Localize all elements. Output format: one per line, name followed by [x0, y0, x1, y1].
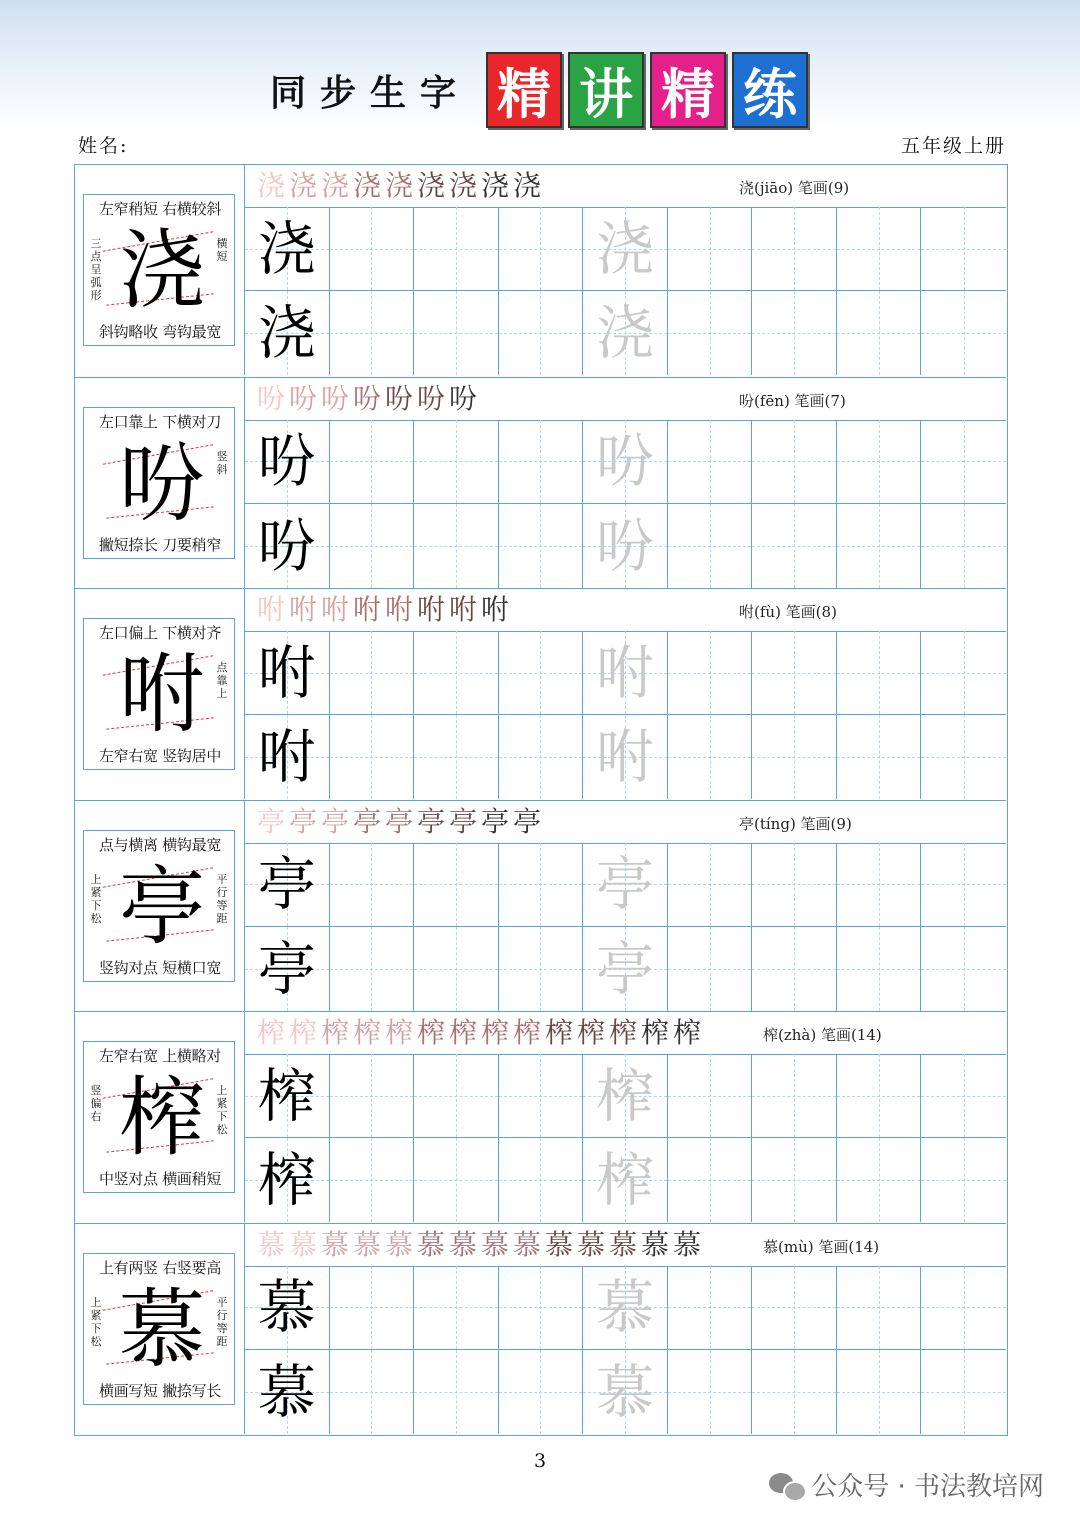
analysis-box: [83, 1041, 235, 1193]
char-info: 咐(fù) 笔画(8): [739, 603, 837, 621]
stroke-step: 吩: [416, 381, 445, 415]
writing-grid: [245, 631, 1006, 799]
analysis-panel: [75, 1224, 245, 1434]
stroke-order-bar: [245, 801, 1006, 844]
writing-cell[interactable]: [330, 1350, 415, 1434]
trace-cell[interactable]: [583, 1138, 668, 1222]
writing-cell[interactable]: [837, 1138, 922, 1222]
writing-grid: [245, 1054, 1006, 1222]
writing-cell[interactable]: [921, 1054, 1006, 1138]
writing-grid: [245, 420, 1006, 588]
writing-cell[interactable]: [752, 843, 837, 927]
writing-cell[interactable]: [668, 631, 753, 715]
writing-cell[interactable]: [921, 1350, 1006, 1434]
trace-cell[interactable]: [583, 631, 668, 715]
writing-cell[interactable]: [330, 843, 415, 927]
writing-cell[interactable]: [414, 1138, 499, 1222]
stroke-step: 亭: [384, 804, 413, 838]
model-char: 咐: [257, 723, 316, 791]
tip-bottom: 竖钩对点 短横口宽: [98, 958, 222, 977]
writing-cell[interactable]: [330, 420, 415, 504]
trace-cell[interactable]: [583, 1054, 668, 1138]
stroke-step: 慕: [288, 1227, 317, 1261]
writing-cell[interactable]: [330, 1266, 415, 1350]
title-badge-2: 讲: [568, 52, 644, 128]
writing-cell[interactable]: [499, 715, 584, 799]
model-char: 亭: [257, 850, 316, 918]
writing-cell[interactable]: [330, 715, 415, 799]
stroke-step: 亭: [288, 804, 317, 838]
tip-bottom: 斜钩略收 弯钩最宽: [98, 323, 222, 341]
stroke-step: 慕: [448, 1227, 477, 1261]
writing-cell[interactable]: [499, 843, 584, 927]
trace-char: 吩: [595, 427, 654, 495]
writing-cell[interactable]: [752, 1266, 837, 1350]
writing-cell[interactable]: [499, 420, 584, 504]
model-char: 慕: [257, 1273, 316, 1341]
writing-cell[interactable]: [668, 1266, 753, 1350]
writing-cell[interactable]: [921, 1266, 1006, 1350]
writing-cell[interactable]: [921, 420, 1006, 504]
writing-cell[interactable]: [752, 420, 837, 504]
analysis-char: 吩: [119, 433, 205, 534]
stroke-steps: [255, 804, 543, 840]
stroke-step: 亭: [416, 804, 445, 838]
stroke-steps: [255, 381, 479, 417]
writing-cell[interactable]: [668, 420, 753, 504]
tip-bottom: 撇短捺长 刀要稍窄: [98, 535, 222, 554]
writing-cell[interactable]: [921, 715, 1006, 799]
analysis-box: [83, 194, 235, 346]
char-info: 浇(jiāo) 笔画(9): [739, 179, 850, 197]
stroke-step: 浇: [416, 169, 445, 202]
trace-cell[interactable]: [583, 207, 668, 291]
writing-cell[interactable]: [837, 715, 922, 799]
char-info: 亭(tíng) 笔画(9): [739, 814, 852, 833]
stroke-step: 慕: [480, 1227, 509, 1261]
writing-cell[interactable]: [752, 291, 837, 375]
stroke-step: 榨: [416, 1016, 445, 1049]
writing-cell[interactable]: [752, 1054, 837, 1138]
stroke-step: 浇: [512, 169, 541, 202]
stroke-step: 吩: [320, 381, 349, 415]
stroke-step: 榨: [320, 1016, 349, 1049]
title-badge-1: 精: [486, 52, 562, 128]
writing-cell[interactable]: [921, 504, 1006, 588]
character-row: [75, 165, 1006, 377]
writing-cell[interactable]: [499, 504, 584, 588]
stroke-step: 慕: [352, 1227, 381, 1261]
analysis-panel: [75, 165, 245, 375]
analysis-panel: [75, 589, 245, 799]
analysis-char: 浇: [119, 221, 205, 321]
title-badges: [486, 52, 808, 128]
tip-bottom: 横画写短 撇捺写长: [98, 1381, 222, 1400]
writing-cell[interactable]: [330, 631, 415, 715]
writing-cell[interactable]: [414, 207, 499, 291]
stroke-steps: [255, 1015, 703, 1051]
writing-cell[interactable]: [414, 420, 499, 504]
writing-cell[interactable]: [921, 927, 1006, 1011]
tip-bottom: 中竖对点 横画稍短: [98, 1170, 222, 1188]
stroke-step: 咐: [416, 593, 445, 626]
stroke-step: 咐: [288, 593, 317, 626]
stroke-order-bar: [245, 378, 1006, 421]
writing-cell[interactable]: [414, 843, 499, 927]
trace-char: 咐: [595, 638, 654, 707]
model-char: 浇: [257, 214, 316, 283]
stroke-step: 亭: [320, 804, 349, 838]
stroke-step: 慕: [640, 1227, 669, 1261]
stroke-step: 咐: [384, 593, 413, 626]
writing-cell[interactable]: [668, 1054, 753, 1138]
writing-cell[interactable]: [921, 843, 1006, 927]
stroke-step: 亭: [480, 804, 509, 838]
stroke-step: 吩: [352, 381, 381, 415]
trace-char: 亭: [595, 850, 654, 918]
stroke-step: 榨: [544, 1016, 573, 1049]
trace-cell[interactable]: [583, 291, 668, 375]
writing-cell[interactable]: [499, 927, 584, 1011]
analysis-char: 慕: [119, 1279, 205, 1380]
char-info: 榨(zhà) 笔画(14): [763, 1026, 882, 1044]
stroke-step: 慕: [416, 1227, 445, 1261]
trace-char: 慕: [595, 1357, 654, 1426]
writing-cell[interactable]: [752, 504, 837, 588]
tip-top: 点与横离 横钩最宽: [98, 835, 222, 854]
trace-cell[interactable]: [583, 1266, 668, 1350]
stroke-step: 浇: [448, 169, 477, 202]
writing-cell[interactable]: [414, 504, 499, 588]
guide-left: 三 点 呈 弧 形: [90, 237, 102, 302]
writing-cell[interactable]: [668, 715, 753, 799]
guide-left: 上 紧 下 松: [90, 1295, 102, 1348]
stroke-step: 慕: [512, 1227, 541, 1261]
writing-cell[interactable]: [668, 1138, 753, 1222]
trace-char: 榨: [595, 1061, 654, 1130]
stroke-step: 榨: [288, 1016, 317, 1049]
writing-cell[interactable]: [837, 631, 922, 715]
guide-right: 横 短: [216, 237, 228, 263]
writing-cell[interactable]: [837, 927, 922, 1011]
trace-char: 浇: [595, 214, 654, 283]
trace-char: 浇: [595, 299, 654, 367]
stroke-step: 吩: [448, 381, 477, 415]
writing-cell[interactable]: [668, 291, 753, 375]
character-row: [75, 1011, 1006, 1224]
analysis-box: [83, 618, 235, 770]
writing-cell[interactable]: [837, 1266, 922, 1350]
wechat-icon: [769, 1471, 803, 1499]
model-cell: [245, 1054, 330, 1138]
model-cell: [245, 1266, 330, 1350]
writing-cell[interactable]: [837, 504, 922, 588]
writing-cell[interactable]: [837, 291, 922, 375]
name-label: 姓名:: [78, 135, 129, 157]
guide-left: 竖 偏 右: [90, 1084, 102, 1123]
stroke-step: 咐: [480, 593, 509, 626]
character-row: [75, 377, 1006, 590]
trace-cell[interactable]: [583, 420, 668, 504]
model-char: 榨: [257, 1146, 316, 1214]
tip-top: 左口靠上 下横对刀: [98, 412, 222, 431]
model-char: 吩: [257, 427, 316, 495]
stroke-step: 咐: [256, 593, 285, 626]
stroke-step: 浇: [384, 169, 413, 202]
writing-cell[interactable]: [414, 291, 499, 375]
tip-top: 左窄稍短 右横较斜: [98, 200, 222, 218]
writing-cell[interactable]: [837, 207, 922, 291]
stroke-step: 榨: [480, 1016, 509, 1049]
writing-cell[interactable]: [668, 1350, 753, 1434]
writing-cell[interactable]: [499, 631, 584, 715]
writing-cell[interactable]: [330, 1054, 415, 1138]
writing-cell[interactable]: [752, 631, 837, 715]
stroke-order-bar: [245, 1012, 1006, 1055]
writing-cell[interactable]: [499, 1054, 584, 1138]
trace-cell[interactable]: [583, 1350, 668, 1434]
page-title: 同步生字: [270, 72, 471, 114]
trace-char: 榨: [595, 1146, 654, 1214]
guide-right: 上 紧 下 松: [216, 1084, 228, 1136]
tip-top: 左窄右宽 上横略对: [98, 1047, 222, 1065]
model-cell: [245, 843, 330, 927]
trace-char: 吩: [595, 511, 654, 580]
model-cell: [245, 504, 330, 588]
stroke-step: 慕: [320, 1227, 349, 1261]
practice-sheet: [74, 164, 1008, 1436]
trace-cell[interactable]: [583, 504, 668, 588]
guide-right: 平 行 等 距: [216, 872, 228, 925]
writing-cell[interactable]: [837, 1054, 922, 1138]
title-badge-3: 精: [650, 52, 726, 128]
writing-cell[interactable]: [414, 1266, 499, 1350]
writing-cell[interactable]: [668, 927, 753, 1011]
tip-bottom: 左窄右宽 竖钩居中: [98, 747, 222, 765]
writing-cell[interactable]: [668, 843, 753, 927]
stroke-order-bar: [245, 589, 1006, 632]
writing-cell[interactable]: [414, 1350, 499, 1434]
writing-grid: [245, 207, 1006, 375]
character-row: [75, 588, 1006, 801]
stroke-order-bar: [245, 1224, 1006, 1267]
stroke-step: 亭: [448, 804, 477, 838]
char-info: 吩(fēn) 笔画(7): [739, 391, 846, 410]
stroke-step: 浇: [288, 169, 317, 202]
model-cell: [245, 715, 330, 799]
stroke-step: 咐: [320, 593, 349, 626]
writing-cell[interactable]: [921, 207, 1006, 291]
grade-label: 五年级上册: [900, 135, 1006, 157]
stroke-step: 慕: [672, 1227, 701, 1261]
trace-cell[interactable]: [583, 927, 668, 1011]
stroke-steps: [255, 1227, 703, 1263]
writing-cell[interactable]: [837, 843, 922, 927]
stroke-step: 慕: [608, 1227, 637, 1261]
analysis-panel: [75, 1012, 245, 1222]
guide-right: 点 靠 上: [216, 661, 228, 700]
analysis-char: 亭: [119, 856, 205, 957]
writing-cell[interactable]: [499, 1350, 584, 1434]
page-number: 3: [533, 1450, 547, 1472]
model-char: 榨: [257, 1061, 316, 1130]
writing-cell[interactable]: [499, 291, 584, 375]
stroke-step: 榨: [256, 1016, 285, 1049]
model-cell: [245, 631, 330, 715]
stroke-step: 榨: [640, 1016, 669, 1049]
analysis-char: 咐: [119, 645, 205, 745]
stroke-step: 浇: [320, 169, 349, 202]
stroke-step: 榨: [672, 1016, 701, 1049]
stroke-step: 慕: [544, 1227, 573, 1261]
analysis-box: [83, 407, 235, 559]
writing-cell[interactable]: [414, 927, 499, 1011]
stroke-step: 吩: [256, 381, 285, 415]
stroke-step: 慕: [384, 1227, 413, 1261]
watermark: [769, 1466, 1044, 1503]
writing-cell[interactable]: [752, 207, 837, 291]
writing-cell[interactable]: [752, 1138, 837, 1222]
stroke-step: 咐: [448, 593, 477, 626]
writing-cell[interactable]: [921, 291, 1006, 375]
model-cell: [245, 927, 330, 1011]
model-char: 浇: [257, 299, 316, 367]
model-char: 亭: [257, 934, 316, 1003]
stroke-step: 吩: [288, 381, 317, 415]
analysis-box: [83, 1253, 235, 1405]
stroke-step: 亭: [512, 804, 541, 838]
writing-cell[interactable]: [921, 631, 1006, 715]
writing-cell[interactable]: [668, 207, 753, 291]
stroke-step: 浇: [480, 169, 509, 202]
stroke-step: 咐: [352, 593, 381, 626]
model-cell: [245, 420, 330, 504]
guide-right: 竖 斜: [216, 449, 228, 476]
writing-cell[interactable]: [499, 1138, 584, 1222]
stroke-step: 慕: [256, 1227, 285, 1261]
analysis-panel: [75, 801, 245, 1011]
guide-left: 上 紧 下 松: [90, 872, 102, 925]
guide-right: 平 行 等 距: [216, 1295, 228, 1348]
stroke-steps: [255, 168, 543, 204]
char-info: 慕(mù) 笔画(14): [763, 1237, 880, 1256]
character-row: [75, 800, 1006, 1013]
model-char: 吩: [257, 511, 316, 580]
writing-grid: [245, 843, 1006, 1011]
stroke-step: 慕: [576, 1227, 605, 1261]
analysis-box: [83, 830, 235, 982]
writing-cell[interactable]: [330, 1138, 415, 1222]
trace-cell[interactable]: [583, 715, 668, 799]
watermark-text: 公众号 · 书法教培网: [811, 1472, 1044, 1502]
trace-char: 亭: [595, 934, 654, 1003]
trace-cell[interactable]: [583, 843, 668, 927]
writing-cell[interactable]: [499, 207, 584, 291]
writing-cell[interactable]: [330, 927, 415, 1011]
writing-cell[interactable]: [752, 715, 837, 799]
stroke-step: 榨: [512, 1016, 541, 1049]
writing-cell[interactable]: [414, 1054, 499, 1138]
stroke-step: 榨: [448, 1016, 477, 1049]
writing-cell[interactable]: [921, 1138, 1006, 1222]
stroke-step: 浇: [256, 169, 285, 202]
writing-cell[interactable]: [752, 1350, 837, 1434]
model-char: 慕: [257, 1357, 316, 1426]
stroke-order-bar: [245, 165, 1006, 208]
writing-cell[interactable]: [668, 504, 753, 588]
writing-cell[interactable]: [414, 715, 499, 799]
title-badge-4: 练: [732, 52, 808, 128]
stroke-step: 榨: [352, 1016, 381, 1049]
stroke-step: 榨: [576, 1016, 605, 1049]
model-cell: [245, 291, 330, 375]
model-cell: [245, 1350, 330, 1434]
stroke-step: 吩: [384, 381, 413, 415]
writing-cell[interactable]: [752, 927, 837, 1011]
writing-cell[interactable]: [330, 504, 415, 588]
stroke-step: 浇: [352, 169, 381, 202]
model-char: 咐: [257, 638, 316, 707]
stroke-step: 榨: [384, 1016, 413, 1049]
writing-cell[interactable]: [837, 1350, 922, 1434]
writing-cell[interactable]: [414, 631, 499, 715]
analysis-char: 榨: [119, 1068, 205, 1168]
tip-top: 上有两竖 右竖要高: [98, 1258, 222, 1277]
stroke-step: 榨: [608, 1016, 637, 1049]
writing-cell[interactable]: [499, 1266, 584, 1350]
tip-top: 左口偏上 下横对齐: [98, 624, 222, 642]
stroke-step: 亭: [352, 804, 381, 838]
writing-cell[interactable]: [837, 420, 922, 504]
stroke-step: 亭: [256, 804, 285, 838]
stroke-steps: [255, 592, 511, 628]
writing-grid: [245, 1266, 1006, 1434]
writing-cell[interactable]: [330, 207, 415, 291]
trace-char: 咐: [595, 723, 654, 791]
model-cell: [245, 1138, 330, 1222]
trace-char: 慕: [595, 1273, 654, 1341]
writing-cell[interactable]: [330, 291, 415, 375]
character-row: [75, 1223, 1006, 1436]
model-cell: [245, 207, 330, 291]
analysis-panel: [75, 378, 245, 588]
